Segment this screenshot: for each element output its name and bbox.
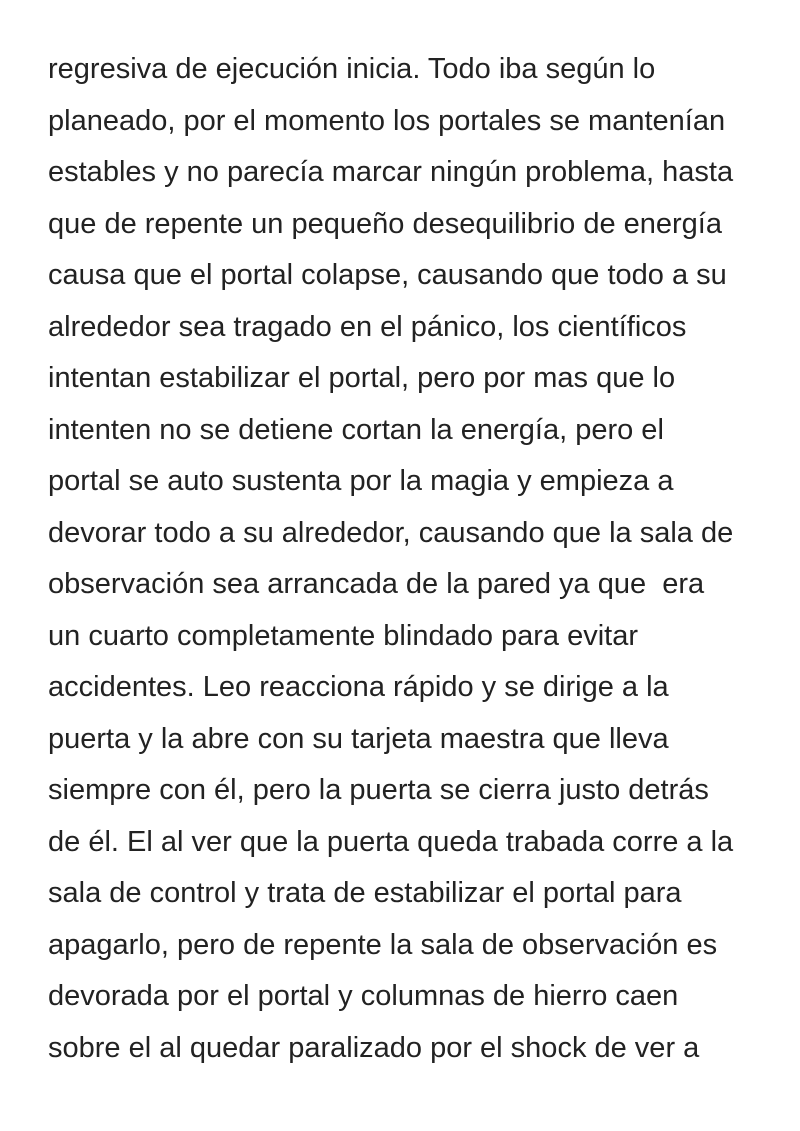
text-line: intentan estabilizar el portal, pero por mas que lo: [48, 362, 676, 394]
text-line: apagarlo, pero de repente la sala de observación es: [48, 928, 718, 961]
text-line: regresiva de ejecución inicia. Todo iba según lo: [48, 53, 656, 85]
text-line: estables y no parecía marcar ningún problema, hasta: [48, 156, 734, 188]
text-line: alrededor sea tragado en el pánico, los científicos: [48, 310, 687, 343]
text-line: intenten no se detiene cortan la energía, pero el: [48, 413, 664, 446]
text-line: que de repente un pequeño desequilibrio de energía: [48, 207, 722, 240]
text-line: sala de control y trata de estabilizar el portal para: [48, 877, 682, 909]
text-line: causa que el portal colapse, causando que todo a su: [48, 259, 727, 291]
text-line: accidentes. Leo reacciona rápido y se dirige a la: [48, 671, 669, 703]
text-line: de él. El al ver que la puerta queda trabada corre a la: [48, 825, 734, 858]
text-line: siempre con él, pero la puerta se cierra justo detrás: [48, 774, 709, 806]
text-line: planeado, por el momento los portales se mantenían: [48, 104, 726, 137]
text-line: un cuarto completamente blindado para evitar: [48, 619, 639, 652]
body-text: [48, 44, 788, 1074]
text-line: puerta y la abre con su tarjeta maestra que lleva: [48, 722, 669, 755]
text-line: sobre el al quedar paralizado por el shock de ver a: [48, 1031, 700, 1064]
text-line: observación sea arrancada de la pared ya que era: [48, 568, 705, 600]
text-line: devorada por el portal y columnas de hierro caen: [48, 980, 679, 1012]
text-line: devorar todo a su alrededor, causando que la sala de: [48, 516, 734, 549]
text-line: portal se auto sustenta por la magia y empieza a: [48, 465, 674, 497]
